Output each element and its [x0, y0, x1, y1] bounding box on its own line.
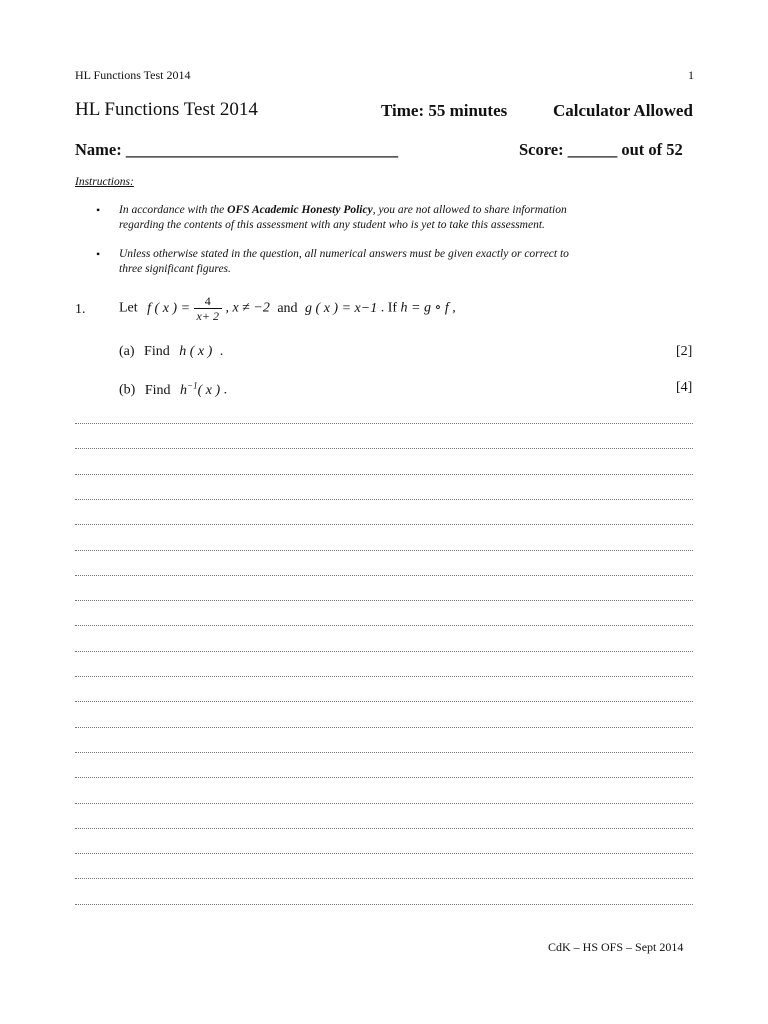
part-b-marks: [4]: [676, 380, 693, 395]
answer-line[interactable]: [75, 904, 693, 905]
inverse-superscript: −1: [187, 380, 198, 390]
fraction: [194, 294, 222, 323]
part-a-period: .: [219, 344, 224, 359]
score-blank: ______: [567, 140, 618, 159]
part-b-find: Find: [144, 382, 171, 398]
fraction-numerator: 4: [194, 294, 222, 309]
answer-line[interactable]: [75, 853, 693, 854]
h-definition: h = g ∘ f ,: [400, 300, 456, 316]
time-allowed: Time: 55 minutes: [381, 101, 508, 120]
answer-line[interactable]: [75, 423, 693, 424]
accuracy-text-line2: three significant figures.: [119, 263, 231, 275]
part-a-marks: [2]: [676, 344, 693, 359]
h-inverse-argument: ( x ): [197, 382, 221, 398]
answer-line[interactable]: [75, 803, 693, 804]
honesty-text-post: , you are not allowed to share information: [372, 204, 567, 216]
answer-line[interactable]: [75, 701, 693, 702]
answer-line[interactable]: [75, 727, 693, 728]
running-header-title: HL Functions Test 2014: [75, 68, 191, 82]
answer-line[interactable]: [75, 474, 693, 475]
instruction-accuracy: [119, 247, 679, 277]
footer: CdK – HS OFS – Sept 2014: [548, 940, 684, 954]
score-total: out of 52: [621, 140, 683, 159]
f-definition: f ( x ) =: [147, 300, 191, 316]
question-number: 1.: [75, 302, 86, 317]
name-label: Name:: [75, 140, 122, 159]
answer-line[interactable]: [75, 448, 693, 449]
answer-line[interactable]: [75, 777, 693, 778]
answer-line[interactable]: [75, 625, 693, 626]
part-b-label: (b): [119, 382, 136, 398]
instructions-heading: Instructions:: [75, 176, 134, 188]
bullet-dot: •: [96, 203, 101, 217]
score-label: Score:: [519, 140, 564, 159]
calculator-note: Calculator Allowed: [553, 101, 693, 120]
answer-line[interactable]: [75, 878, 693, 879]
bullet-dot: •: [96, 247, 101, 261]
honesty-text-line2: regarding the contents of this assessment with any student who is yet to take this assessment.: [119, 219, 545, 231]
part-a: [119, 344, 223, 360]
part-a-expression: h ( x ): [179, 344, 213, 359]
honesty-policy-name: OFS Academic Honesty Policy: [227, 204, 373, 216]
part-a-label: (a): [119, 344, 135, 359]
answer-line[interactable]: [75, 550, 693, 551]
answer-line[interactable]: [75, 524, 693, 525]
test-title: HL Functions Test 2014: [75, 99, 258, 120]
let-word: Let: [119, 300, 138, 316]
answer-line[interactable]: [75, 600, 693, 601]
question-1-stem: [119, 294, 456, 323]
accuracy-text-line1: Unless otherwise stated in the question, all numerical answers must be given exactly or correct to: [119, 248, 569, 260]
part-b: [119, 380, 227, 399]
answer-line[interactable]: [75, 575, 693, 576]
fraction-denominator: x+ 2: [196, 309, 219, 323]
part-b-period: .: [223, 382, 228, 398]
page-number: 1: [688, 68, 694, 82]
h-symbol: h: [180, 382, 188, 398]
honesty-text-pre: In accordance with the: [119, 204, 228, 216]
if-word: . If: [380, 300, 398, 316]
answer-line[interactable]: [75, 499, 693, 500]
g-definition: g ( x ) = x−1: [305, 300, 378, 316]
score-field: [519, 140, 683, 160]
part-b-expression: [180, 380, 221, 398]
name-blank[interactable]: _________________________________: [125, 140, 399, 159]
instruction-honesty: [119, 203, 679, 233]
answer-line[interactable]: [75, 828, 693, 829]
name-field[interactable]: [75, 140, 398, 160]
and-word: and: [277, 300, 298, 316]
part-a-find: Find: [144, 344, 170, 359]
answer-line[interactable]: [75, 651, 693, 652]
domain-restriction: , x ≠ −2: [225, 300, 270, 316]
answer-line[interactable]: [75, 752, 693, 753]
answer-line[interactable]: [75, 676, 693, 677]
